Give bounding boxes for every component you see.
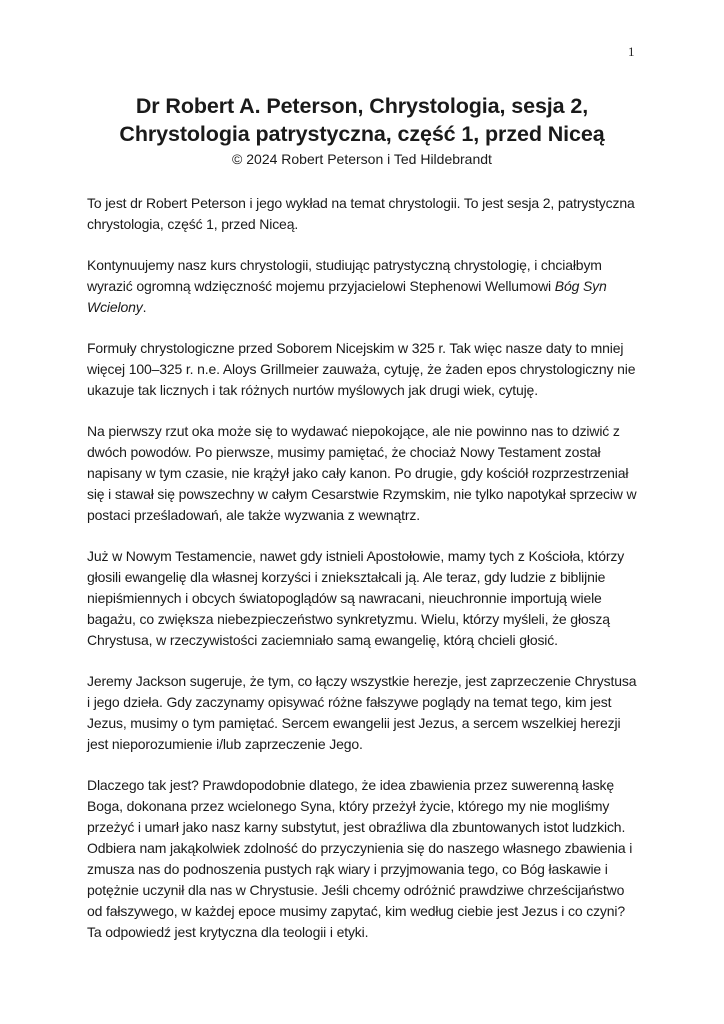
- title-line-1: Dr Robert A. Peterson, Chrystologia, sesja 2,: [135, 94, 589, 118]
- paragraph-7: Dlaczego tak jest? Prawdopodobnie dlatego, że idea zbawienia przez suwerenną łaskę Boga, dokonana przez wcielonego Syna, który przeżył życie, którego my nie mogliśmy przeżyć i umarł jako nasz karny substytut, jest obraźliwa dla zbuntowanych istot ludzkich. Odbiera nam jakąkolwiek zdolność do przyczynienia się do naszego własnego zbawienia i zmusza nas do podnoszenia pustych rąk wiary i przyjmowania tego, co Bóg łaskawie i potężnie uczynił dla nas w Chrystusie. Jeśli chcemy odróżnić prawdziwe chrześcijaństwo od fałszywego, w każdej epoce musimy zapytać, kim według ciebie jest Jezus i co czyni? Ta odpowiedź jest krytyczna dla teologii i etyki.: [87, 777, 633, 940]
- document-title: [60, 92, 664, 148]
- page-number: 1: [628, 44, 635, 59]
- paragraph-2-end: .: [142, 299, 147, 315]
- document-body: [87, 193, 639, 963]
- copyright-line: © 2024 Robert Peterson i Ted Hildebrandt: [232, 151, 492, 167]
- title-line-2: Chrystologia patrystyczna, część 1, przed Niceą: [119, 122, 605, 146]
- paragraph-1: To jest dr Robert Peterson i jego wykład na temat chrystologii. To jest sesja 2, patrystyczna chrystologia, część 1, przed Niceą.: [87, 195, 635, 232]
- paragraph-2-text: Kontynuujemy nasz kurs chrystologii, studiując patrystyczną chrystologię, i chciałbym wyrazić ogromną wdzięczność mojemu przyjacielowi Stephenowi Wellumowi: [87, 257, 602, 294]
- paragraph-4: Na pierwszy rzut oka może się to wydawać niepokojące, ale nie powinno nas to dziwić z dwóch powodów. Po pierwsze, musimy pamiętać, że chociaż Nowy Testament został napisany w tym czasie, nie krążył jako cały kanon. Po drugie, gdy kościół rozprzestrzeniał się i stawał się powszechny w całym Cesarstwie Rzymskim, nie tylko napotykał sprzeciw w postaci prześladowań, ale także wyzwania z wewnątrz.: [87, 423, 637, 523]
- paragraph-5: Już w Nowym Testamencie, nawet gdy istnieli Apostołowie, mamy tych z Kościoła, którzy głosili ewangelię dla własnej korzyści i zniekształcali ją. Ale teraz, gdy ludzie z biblijnie niepiśmiennych i obcych światopoglądów są nawracani, nieuchronnie importują wiele bagażu, co zwiększa niebezpieczeństwo synkretyzmu. Wielu, którzy myśleli, że głoszą Chrystusa, w rzeczywistości zaciemniało samą ewangelię, którą chcieli głosić.: [87, 548, 625, 648]
- paragraph-2: [87, 255, 639, 318]
- book-title: Bóg Syn Wcielony: [87, 278, 607, 315]
- paragraph-3: Formuły chrystologiczne przed Soborem Nicejskim w 325 r. Tak więc nasze daty to mniej więcej 100–325 r. n.e. Aloys Grillmeier zauważa, cytuję, że żaden epos chrystologiczny nie ukazuje tak licznych i tak różnych nurtów myślowych jak drugi wiek, cytuję.: [87, 340, 636, 398]
- paragraph-6: Jeremy Jackson sugeruje, że tym, co łączy wszystkie herezje, jest zaprzeczenie Chrystusa i jego dzieła. Gdy zaczynamy opisywać różne fałszywe poglądy na temat tego, kim jest Jezus, musimy o tym pamiętać. Sercem ewangelii jest Jezus, a sercem wszelkiej herezji jest nieporozumienie i/lub zaprzeczenie Jego.: [87, 673, 637, 752]
